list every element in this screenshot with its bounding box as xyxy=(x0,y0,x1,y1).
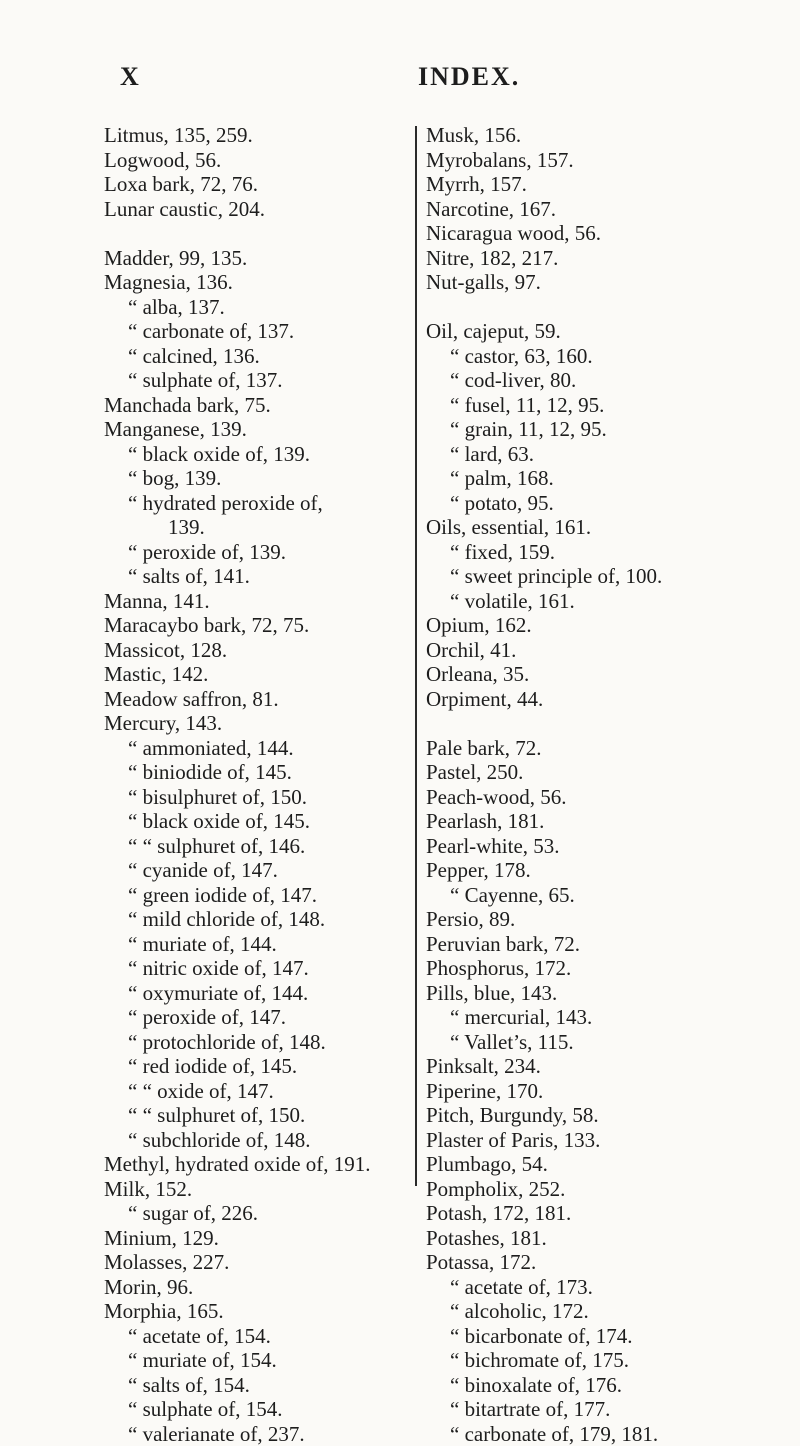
index-subentry: “ cyanide of, 147. xyxy=(104,858,404,883)
index-entry: Massicot, 128. xyxy=(104,638,404,663)
index-entry: Peruvian bark, 72. xyxy=(426,932,766,957)
index-entry: Myrrh, 157. xyxy=(426,172,766,197)
index-entry: Potashes, 181. xyxy=(426,1226,766,1251)
index-entry: Loxa bark, 72, 76. xyxy=(104,172,404,197)
index-entry: Potash, 172, 181. xyxy=(426,1201,766,1226)
index-subentry: “ calcined, 136. xyxy=(104,344,404,369)
index-entry: Potassa, 172. xyxy=(426,1250,766,1275)
index-subentry: “ castor, 63, 160. xyxy=(426,344,766,369)
index-entry: Peach-wood, 56. xyxy=(426,785,766,810)
page-header xyxy=(0,62,800,102)
index-entry: Piperine, 170. xyxy=(426,1079,766,1104)
index-subentry: “ alcoholic, 172. xyxy=(426,1299,766,1324)
index-entry: Manna, 141. xyxy=(104,589,404,614)
index-entry: Logwood, 56. xyxy=(104,148,404,173)
index-entry: Pills, blue, 143. xyxy=(426,981,766,1006)
page-title: INDEX. xyxy=(418,62,520,92)
index-subentry: “ alba, 137. xyxy=(104,295,404,320)
index-entry: Plumbago, 54. xyxy=(426,1152,766,1177)
index-subentry: “ sulphate of, 154. xyxy=(104,1397,404,1422)
index-entry: Mastic, 142. xyxy=(104,662,404,687)
index-subentry: “ bisulphuret of, 150. xyxy=(104,785,404,810)
index-subentry: “ fixed, 159. xyxy=(426,540,766,565)
index-subentry: “ carbonate of, 137. xyxy=(104,319,404,344)
index-gap xyxy=(426,295,766,320)
index-subentry: “ black oxide of, 139. xyxy=(104,442,404,467)
index-subentry: “ peroxide of, 147. xyxy=(104,1005,404,1030)
index-column-right xyxy=(426,123,766,1446)
index-subentry: “ mild chloride of, 148. xyxy=(104,907,404,932)
index-subentry: “ binoxalate of, 176. xyxy=(426,1373,766,1398)
index-entry: Lunar caustic, 204. xyxy=(104,197,404,222)
index-entry: Orleana, 35. xyxy=(426,662,766,687)
index-entry: Pinksalt, 234. xyxy=(426,1054,766,1079)
index-subentry: “ bicarbonate of, 174. xyxy=(426,1324,766,1349)
index-entry: Orchil, 41. xyxy=(426,638,766,663)
index-subentry: “ cod-liver, 80. xyxy=(426,368,766,393)
index-entry: Morin, 96. xyxy=(104,1275,404,1300)
index-subentry: “ volatile, 161. xyxy=(426,589,766,614)
index-entry: Oils, essential, 161. xyxy=(426,515,766,540)
index-subentry: “ fusel, 11, 12, 95. xyxy=(426,393,766,418)
index-entry: Pepper, 178. xyxy=(426,858,766,883)
index-subentry: “ hydrated peroxide of, xyxy=(104,491,404,516)
index-subentry: “ bog, 139. xyxy=(104,466,404,491)
index-subentry: “ carbonate of, 179, 181. xyxy=(426,1422,766,1446)
index-subentry: “ muriate of, 144. xyxy=(104,932,404,957)
index-entry: Litmus, 135, 259. xyxy=(104,123,404,148)
index-gap xyxy=(104,221,404,246)
index-subentry: “ valerianate of, 237. xyxy=(104,1422,404,1446)
index-subentry: “ grain, 11, 12, 95. xyxy=(426,417,766,442)
index-entry: Pastel, 250. xyxy=(426,760,766,785)
index-entry: Pearl-white, 53. xyxy=(426,834,766,859)
index-entry: Milk, 152. xyxy=(104,1177,404,1202)
index-subentry: “ acetate of, 173. xyxy=(426,1275,766,1300)
index-entry: Orpiment, 44. xyxy=(426,687,766,712)
index-entry: Persio, 89. xyxy=(426,907,766,932)
index-subentry: “ sulphate of, 137. xyxy=(104,368,404,393)
index-entry: Magnesia, 136. xyxy=(104,270,404,295)
index-entry: Molasses, 227. xyxy=(104,1250,404,1275)
index-entry: Methyl, hydrated oxide of, 191. xyxy=(104,1152,404,1177)
index-entry: Pitch, Burgundy, 58. xyxy=(426,1103,766,1128)
index-continuation: 139. xyxy=(104,515,404,540)
column-divider xyxy=(415,126,417,1186)
index-entry: Morphia, 165. xyxy=(104,1299,404,1324)
index-subentry: “ peroxide of, 139. xyxy=(104,540,404,565)
index-subentry: “ salts of, 154. xyxy=(104,1373,404,1398)
index-entry: Manganese, 139. xyxy=(104,417,404,442)
index-entry: Madder, 99, 135. xyxy=(104,246,404,271)
index-subentry: “ nitric oxide of, 147. xyxy=(104,956,404,981)
index-subentry: “ “ oxide of, 147. xyxy=(104,1079,404,1104)
index-entry: Opium, 162. xyxy=(426,613,766,638)
index-entry: Musk, 156. xyxy=(426,123,766,148)
index-subentry: “ sugar of, 226. xyxy=(104,1201,404,1226)
index-gap xyxy=(426,711,766,736)
index-entry: Nicaragua wood, 56. xyxy=(426,221,766,246)
index-entry: Meadow saffron, 81. xyxy=(104,687,404,712)
index-subentry: “ sweet principle of, 100. xyxy=(426,564,766,589)
index-entry: Plaster of Paris, 133. xyxy=(426,1128,766,1153)
index-subentry: “ red iodide of, 145. xyxy=(104,1054,404,1079)
index-entry: Phosphorus, 172. xyxy=(426,956,766,981)
index-entry: Myrobalans, 157. xyxy=(426,148,766,173)
index-subentry: “ green iodide of, 147. xyxy=(104,883,404,908)
index-subentry: “ mercurial, 143. xyxy=(426,1005,766,1030)
index-entry: Pompholix, 252. xyxy=(426,1177,766,1202)
index-subentry: “ “ sulphuret of, 150. xyxy=(104,1103,404,1128)
index-entry: Narcotine, 167. xyxy=(426,197,766,222)
index-subentry: “ lard, 63. xyxy=(426,442,766,467)
index-subentry: “ “ sulphuret of, 146. xyxy=(104,834,404,859)
index-subentry: “ Cayenne, 65. xyxy=(426,883,766,908)
index-subentry: “ subchloride of, 148. xyxy=(104,1128,404,1153)
index-subentry: “ oxymuriate of, 144. xyxy=(104,981,404,1006)
index-subentry: “ potato, 95. xyxy=(426,491,766,516)
index-entry: Pearlash, 181. xyxy=(426,809,766,834)
index-subentry: “ acetate of, 154. xyxy=(104,1324,404,1349)
index-subentry: “ protochloride of, 148. xyxy=(104,1030,404,1055)
index-subentry: “ ammoniated, 144. xyxy=(104,736,404,761)
index-entry: Nitre, 182, 217. xyxy=(426,246,766,271)
index-entry: Oil, cajeput, 59. xyxy=(426,319,766,344)
index-entry: Pale bark, 72. xyxy=(426,736,766,761)
index-subentry: “ muriate of, 154. xyxy=(104,1348,404,1373)
index-entry: Maracaybo bark, 72, 75. xyxy=(104,613,404,638)
index-subentry: “ bichromate of, 175. xyxy=(426,1348,766,1373)
index-subentry: “ Vallet’s, 115. xyxy=(426,1030,766,1055)
index-subentry: “ salts of, 141. xyxy=(104,564,404,589)
index-entry: Manchada bark, 75. xyxy=(104,393,404,418)
index-entry: Nut-galls, 97. xyxy=(426,270,766,295)
index-column-left xyxy=(104,123,404,1446)
index-entry: Minium, 129. xyxy=(104,1226,404,1251)
index-subentry: “ palm, 168. xyxy=(426,466,766,491)
index-subentry: “ biniodide of, 145. xyxy=(104,760,404,785)
index-entry: Mercury, 143. xyxy=(104,711,404,736)
index-subentry: “ black oxide of, 145. xyxy=(104,809,404,834)
page-marker: X xyxy=(120,62,140,92)
index-subentry: “ bitartrate of, 177. xyxy=(426,1397,766,1422)
